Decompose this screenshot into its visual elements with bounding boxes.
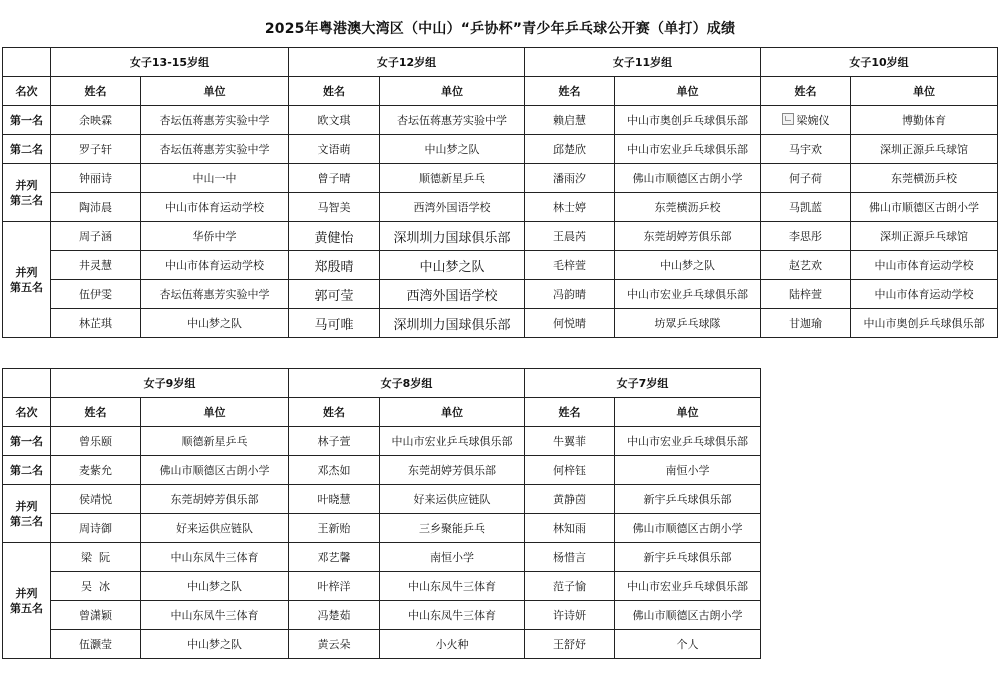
results-table-2 — [2, 368, 761, 659]
table-row — [3, 456, 761, 485]
name-cell: 范子愉 — [525, 572, 615, 601]
name-cell: 曾乐颐 — [51, 427, 141, 456]
results-table-1 — [2, 47, 998, 338]
unit-cell: 中山梦之队 — [141, 572, 289, 601]
rank-label-line2: 第三名 — [10, 514, 43, 528]
name-header: 姓名 — [525, 398, 615, 427]
unit-cell: 坊眾乒乓球隊 — [615, 309, 761, 338]
unit-cell: 佛山市顺德区古朗小学 — [615, 164, 761, 193]
group-header-row — [3, 369, 761, 398]
unit-header: 单位 — [615, 398, 761, 427]
unit-cell: 深圳圳力国球俱乐部 — [380, 222, 525, 251]
unit-cell: 中山东凤牛三体育 — [380, 601, 525, 630]
name-header: 姓名 — [51, 77, 141, 106]
name-cell: 郭可莹 — [289, 280, 380, 309]
name-cell: 曾潇颖 — [51, 601, 141, 630]
table-row — [3, 427, 761, 456]
table-row — [3, 485, 761, 514]
group-title: 女子10岁组 — [761, 48, 998, 77]
unit-cell: 杏坛伍蒋惠芳实验中学 — [141, 280, 289, 309]
rank-cell — [3, 427, 51, 456]
name-cell: 马可唯 — [289, 309, 380, 338]
unit-cell: 中山梦之队 — [380, 251, 525, 280]
name-cell: 曾子晴 — [289, 164, 380, 193]
rank-cell — [3, 106, 51, 135]
table-row — [3, 135, 998, 164]
name-cell: 罗子轩 — [51, 135, 141, 164]
unit-cell: 中山市宏业乒乓球俱乐部 — [380, 427, 525, 456]
rank-label: 第一名 — [10, 113, 43, 127]
name-cell: 黄云朵 — [289, 630, 380, 659]
name-cell: 黄健怡 — [289, 222, 380, 251]
name-cell: 侯靖悦 — [51, 485, 141, 514]
unit-cell: 新宇乒乓球俱乐部 — [615, 485, 761, 514]
unit-cell: 中山梦之队 — [380, 135, 525, 164]
name-cell: 毛梓萱 — [525, 251, 615, 280]
unit-cell: 中山市奥创乒乓球俱乐部 — [851, 309, 998, 338]
name-cell: 陆梓萱 — [761, 280, 851, 309]
unit-cell: 小火种 — [380, 630, 525, 659]
name-cell: 周诗御 — [51, 514, 141, 543]
name-cell: 何子荷 — [761, 164, 851, 193]
unit-cell: 西湾外国语学校 — [380, 280, 525, 309]
unit-cell: 佛山市顺德区古朗小学 — [615, 514, 761, 543]
unit-cell: 东莞横沥乒校 — [615, 193, 761, 222]
unit-cell: 中山东凤牛三体育 — [380, 572, 525, 601]
name-cell: 甘迦瑜 — [761, 309, 851, 338]
name-cell: 邱楚欣 — [525, 135, 615, 164]
name-cell: 邓艺馨 — [289, 543, 380, 572]
rank-cell — [3, 456, 51, 485]
unit-header: 单位 — [380, 398, 525, 427]
unit-cell: 中山东凤牛三体育 — [141, 543, 289, 572]
unit-cell: 顺德新星乒乓 — [141, 427, 289, 456]
name-header: 姓名 — [289, 398, 380, 427]
corner-cell — [3, 48, 51, 77]
column-header-row — [3, 77, 998, 106]
rank-label-line1: 并列 — [15, 586, 38, 600]
unit-cell: 佛山市顺德区古朗小学 — [615, 601, 761, 630]
name-cell: 王舒妤 — [525, 630, 615, 659]
unit-cell: 佛山市顺德区古朗小学 — [851, 193, 998, 222]
name-text: 梁婉仪 — [796, 114, 830, 127]
group-title: 女子11岁组 — [525, 48, 761, 77]
unit-cell: 中山梦之队 — [615, 251, 761, 280]
table-row — [3, 164, 998, 193]
name-cell: 李思彤 — [761, 222, 851, 251]
name-header: 姓名 — [761, 77, 851, 106]
rank-cell — [3, 543, 51, 659]
name-cell: 伍伊雯 — [51, 280, 141, 309]
rank-label-line1: 并列 — [15, 265, 38, 279]
name-cell: 钟丽诗 — [51, 164, 141, 193]
unit-cell: 博勤体育 — [851, 106, 998, 135]
table-row — [3, 193, 998, 222]
name-cell — [761, 106, 851, 135]
name-cell: 梁 阮 — [51, 543, 141, 572]
name-cell: 林芷琪 — [51, 309, 141, 338]
unit-cell: 中山市宏业乒乓球俱乐部 — [615, 572, 761, 601]
name-cell: 吴 冰 — [51, 572, 141, 601]
table-row — [3, 514, 761, 543]
rank-cell — [3, 485, 51, 543]
unit-cell: 好来运供应链队 — [380, 485, 525, 514]
name-header: 姓名 — [525, 77, 615, 106]
name-cell: 马智美 — [289, 193, 380, 222]
name-cell: 林子萱 — [289, 427, 380, 456]
name-cell: 赵艺欢 — [761, 251, 851, 280]
rank-label: 第二名 — [10, 142, 43, 156]
unit-cell: 中山梦之队 — [141, 630, 289, 659]
name-cell: 牛翼菲 — [525, 427, 615, 456]
name-cell: 潘雨汐 — [525, 164, 615, 193]
page-title: 2025年粤港澳大湾区（中山）“乒协杯”青少年乒乓球公开赛（单打）成绩 — [264, 21, 736, 37]
unit-header: 单位 — [851, 77, 998, 106]
group-title: 女子13-15岁组 — [51, 48, 289, 77]
name-cell: 周子涵 — [51, 222, 141, 251]
name-cell: 杨惜言 — [525, 543, 615, 572]
rank-header: 名次 — [3, 398, 51, 427]
unit-cell: 中山东凤牛三体育 — [141, 601, 289, 630]
unit-cell: 中山市体育运动学校 — [851, 251, 998, 280]
name-cell: 马宇欢 — [761, 135, 851, 164]
name-cell: 伍灏莹 — [51, 630, 141, 659]
name-cell: 陶沛晨 — [51, 193, 141, 222]
group-title: 女子12岁组 — [289, 48, 525, 77]
name-cell: 井灵慧 — [51, 251, 141, 280]
rank-cell — [3, 164, 51, 222]
unit-header: 单位 — [141, 398, 289, 427]
name-cell: 赖启慧 — [525, 106, 615, 135]
name-cell: 何梓钰 — [525, 456, 615, 485]
unit-cell: 杏坛伍蒋惠芳实验中学 — [141, 135, 289, 164]
name-header: 姓名 — [289, 77, 380, 106]
table-row — [3, 251, 998, 280]
unit-cell: 中山市宏业乒乓球俱乐部 — [615, 280, 761, 309]
name-cell: 郑殷晴 — [289, 251, 380, 280]
unit-cell: 南恒小学 — [380, 543, 525, 572]
unit-cell: 东莞胡婷芳俱乐部 — [615, 222, 761, 251]
unit-cell: 东莞胡婷芳俱乐部 — [380, 456, 525, 485]
unit-cell: 好来运供应链队 — [141, 514, 289, 543]
unit-cell: 深圳圳力国球俱乐部 — [380, 309, 525, 338]
unit-cell: 中山市宏业乒乓球俱乐部 — [615, 135, 761, 164]
unit-cell: 华侨中学 — [141, 222, 289, 251]
group-title: 女子7岁组 — [525, 369, 761, 398]
unit-header: 单位 — [141, 77, 289, 106]
table-row — [3, 106, 998, 135]
table-row — [3, 630, 761, 659]
rank-cell — [3, 222, 51, 338]
rank-label: 第一名 — [10, 434, 43, 448]
name-cell: 叶晓慧 — [289, 485, 380, 514]
name-cell: 文语萌 — [289, 135, 380, 164]
unit-cell: 西湾外国语学校 — [380, 193, 525, 222]
unit-cell: 中山市体育运动学校 — [141, 251, 289, 280]
table-row — [3, 601, 761, 630]
name-cell: 冯楚茹 — [289, 601, 380, 630]
unit-cell: 中山市体育运动学校 — [141, 193, 289, 222]
table-row — [3, 280, 998, 309]
unit-cell: 新宇乒乓球俱乐部 — [615, 543, 761, 572]
unit-cell: 杏坛伍蒋惠芳实验中学 — [141, 106, 289, 135]
rank-label-line2: 第三名 — [10, 193, 43, 207]
unit-cell: 中山市奥创乒乓球俱乐部 — [615, 106, 761, 135]
unit-header: 单位 — [380, 77, 525, 106]
column-header-row — [3, 398, 761, 427]
unit-cell: 中山梦之队 — [141, 309, 289, 338]
unit-header: 单位 — [615, 77, 761, 106]
unit-cell: 中山市宏业乒乓球俱乐部 — [615, 427, 761, 456]
name-cell: 余映霖 — [51, 106, 141, 135]
unit-cell: 顺德新星乒乓 — [380, 164, 525, 193]
name-cell: 黄静茵 — [525, 485, 615, 514]
name-cell: 冯韵晴 — [525, 280, 615, 309]
name-cell: 林知雨 — [525, 514, 615, 543]
name-cell: 王新贻 — [289, 514, 380, 543]
name-cell: 欧文琪 — [289, 106, 380, 135]
rank-label-line2: 第五名 — [10, 280, 43, 294]
rank-label: 第二名 — [10, 463, 43, 477]
name-cell: 马凯蓝 — [761, 193, 851, 222]
broken-image-icon — [782, 113, 794, 125]
unit-cell: 东莞横沥乒校 — [851, 164, 998, 193]
unit-cell: 杏坛伍蒋惠芳实验中学 — [380, 106, 525, 135]
unit-cell: 深圳正源乒乓球馆 — [851, 135, 998, 164]
unit-cell: 中山市体育运动学校 — [851, 280, 998, 309]
name-header: 姓名 — [51, 398, 141, 427]
unit-cell: 中山一中 — [141, 164, 289, 193]
rank-header: 名次 — [3, 77, 51, 106]
table-row — [3, 309, 998, 338]
rank-label-line1: 并列 — [15, 178, 38, 192]
name-cell: 许诗妍 — [525, 601, 615, 630]
name-cell: 叶梓洋 — [289, 572, 380, 601]
unit-cell: 深圳正源乒乓球馆 — [851, 222, 998, 251]
name-cell: 王晨芮 — [525, 222, 615, 251]
unit-cell: 南恒小学 — [615, 456, 761, 485]
name-cell: 麦紫允 — [51, 456, 141, 485]
rank-label-line2: 第五名 — [10, 601, 43, 615]
group-header-row — [3, 48, 998, 77]
name-cell: 邓杰如 — [289, 456, 380, 485]
table-row — [3, 543, 761, 572]
unit-cell: 东莞胡婷芳俱乐部 — [141, 485, 289, 514]
table-row — [3, 572, 761, 601]
corner-cell — [3, 369, 51, 398]
group-title: 女子9岁组 — [51, 369, 289, 398]
rank-label-line1: 并列 — [15, 499, 38, 513]
name-cell: 何悦晴 — [525, 309, 615, 338]
rank-cell — [3, 135, 51, 164]
unit-cell: 三乡聚能乒乓 — [380, 514, 525, 543]
name-cell: 林士婷 — [525, 193, 615, 222]
unit-cell: 佛山市顺德区古朗小学 — [141, 456, 289, 485]
group-title: 女子8岁组 — [289, 369, 525, 398]
table-row — [3, 222, 998, 251]
unit-cell: 个人 — [615, 630, 761, 659]
